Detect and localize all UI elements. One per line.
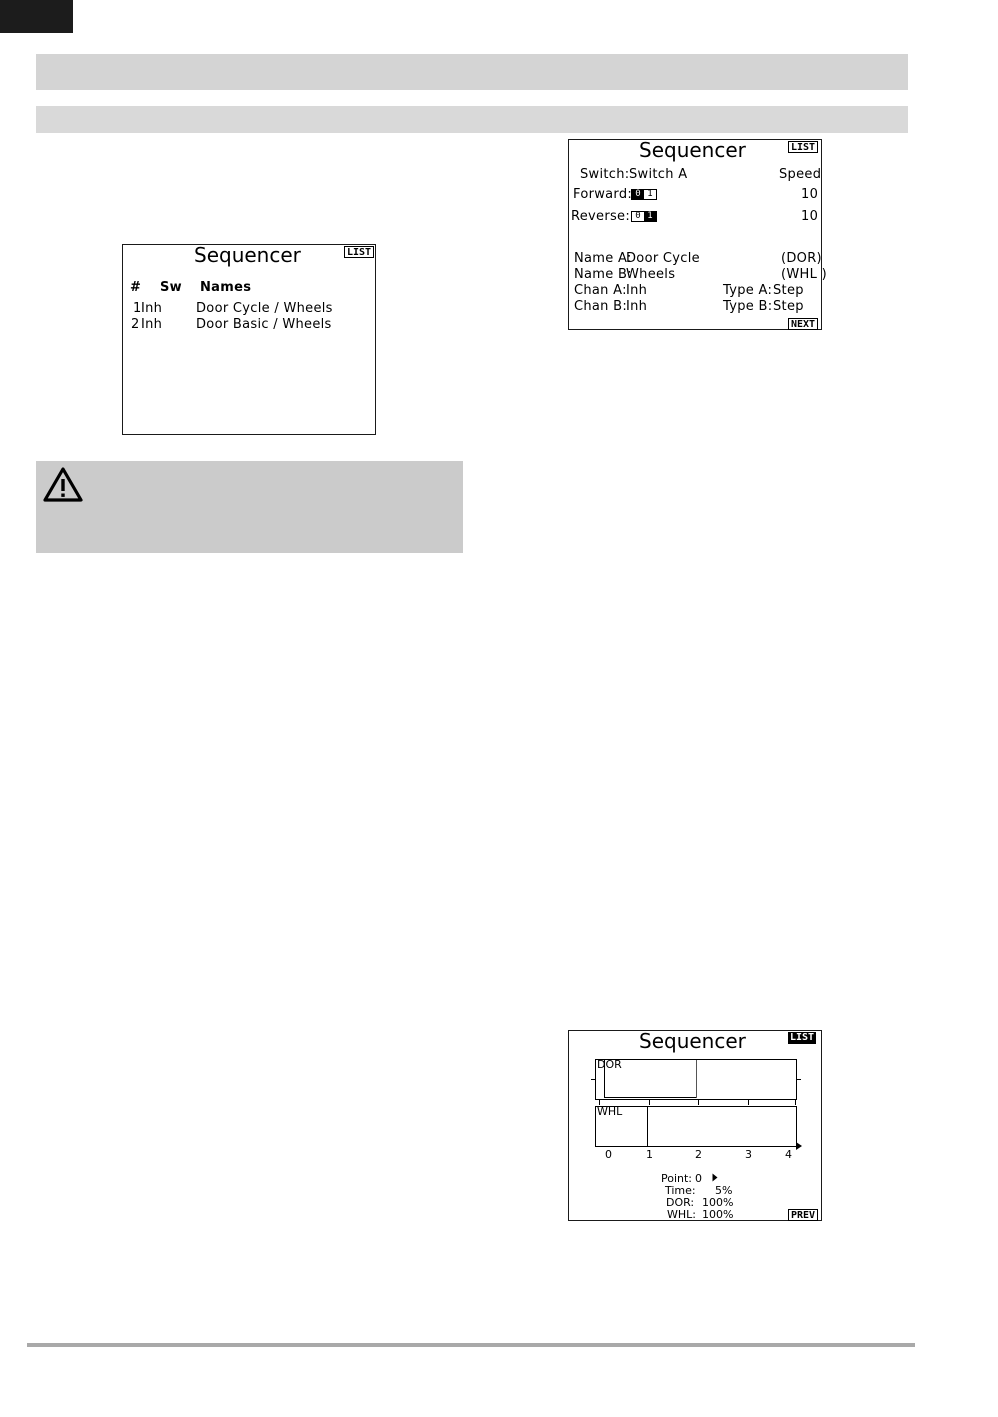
- forward-speed-value[interactable]: 10: [801, 187, 819, 202]
- warning-box: [36, 461, 463, 553]
- whl-graph: [595, 1106, 797, 1147]
- axis-tick-4: 4: [785, 1148, 792, 1161]
- section-header-bar: [36, 54, 908, 90]
- sequencer-list-screen: [122, 244, 376, 435]
- axis-tick-2: 2: [695, 1148, 702, 1161]
- chan-b-label: Chan B:: [574, 299, 628, 314]
- chan-a-value[interactable]: Inh: [626, 283, 648, 298]
- dor-output-value: 100%: [702, 1196, 734, 1209]
- forward-position-0[interactable]: 0: [632, 190, 644, 199]
- next-tag[interactable]: NEXT: [788, 318, 818, 330]
- name-b-abbreviation[interactable]: (WHL ): [781, 267, 827, 282]
- name-a-abbreviation[interactable]: (DOR): [781, 251, 822, 266]
- point-value[interactable]: 0: [695, 1172, 702, 1185]
- whl-graph-label: WHL: [597, 1105, 623, 1118]
- column-header-switch: Sw: [160, 280, 182, 295]
- dor-graph: [595, 1059, 797, 1100]
- name-b-label: Name B:: [574, 267, 632, 282]
- screen-title: Sequencer: [639, 1029, 746, 1053]
- type-b-label: Type B:: [723, 299, 773, 314]
- reverse-speed-value[interactable]: 10: [801, 209, 819, 224]
- whl-output-label: WHL:: [667, 1208, 696, 1221]
- dor-graph-label: DOR: [597, 1058, 622, 1071]
- reverse-position-0[interactable]: 0: [632, 212, 644, 221]
- axis-tick-3: 3: [745, 1148, 752, 1161]
- column-header-names: Names: [200, 280, 252, 295]
- row-2-switch[interactable]: Inh: [141, 317, 163, 332]
- type-b-value[interactable]: Step: [773, 299, 804, 314]
- subsection-header-bar: [36, 106, 908, 133]
- name-a-value[interactable]: Door Cycle: [626, 251, 700, 266]
- row-1-number: 1: [133, 301, 142, 316]
- list-tag[interactable]: LIST: [788, 141, 818, 153]
- whl-output-value: 100%: [702, 1208, 734, 1221]
- time-value[interactable]: 5%: [715, 1184, 733, 1197]
- axis-tick-0: 0: [605, 1148, 612, 1161]
- row-2-number: 2: [131, 317, 140, 332]
- point-next-arrow-icon[interactable]: [712, 1173, 718, 1182]
- prev-tag[interactable]: PREV: [788, 1209, 818, 1221]
- forward-position-1[interactable]: 1: [644, 190, 656, 199]
- type-a-value[interactable]: Step: [773, 283, 804, 298]
- row-1-names[interactable]: Door Cycle / Wheels: [196, 301, 333, 316]
- column-header-number: #: [130, 280, 142, 295]
- reverse-position-1[interactable]: 1: [644, 212, 656, 221]
- reverse-label: Reverse:: [571, 209, 631, 224]
- sequencer-graph-screen: [568, 1030, 822, 1221]
- warning-triangle-icon: [42, 466, 84, 504]
- type-a-label: Type A:: [723, 283, 773, 298]
- name-b-value[interactable]: Wheels: [626, 267, 676, 282]
- switch-label: Switch:: [580, 167, 630, 182]
- axis-arrow-icon: [795, 1141, 803, 1151]
- list-tag[interactable]: LIST: [344, 246, 374, 258]
- dor-output-label: DOR:: [666, 1196, 695, 1209]
- axis-tick-1: 1: [646, 1148, 653, 1161]
- reverse-switch-positions[interactable]: [631, 211, 657, 222]
- list-tag[interactable]: LIST: [790, 1032, 815, 1043]
- chan-a-label: Chan A:: [574, 283, 627, 298]
- screen-title: Sequencer: [639, 138, 746, 162]
- switch-value[interactable]: Switch A: [629, 167, 688, 182]
- row-1-switch[interactable]: Inh: [141, 301, 163, 316]
- point-label: Point:: [661, 1172, 693, 1185]
- speed-label: Speed: [779, 167, 822, 182]
- forward-switch-positions[interactable]: [631, 189, 657, 200]
- name-a-label: Name A:: [574, 251, 632, 266]
- sequencer-setup-screen: [568, 138, 827, 330]
- chan-b-value[interactable]: Inh: [626, 299, 648, 314]
- row-2-names[interactable]: Door Basic / Wheels: [196, 317, 332, 332]
- forward-label: Forward:: [573, 187, 633, 202]
- page-corner-tab: [0, 0, 73, 33]
- footer-rule: [27, 1343, 915, 1347]
- time-label: Time:: [665, 1184, 696, 1197]
- screen-title: Sequencer: [194, 243, 301, 267]
